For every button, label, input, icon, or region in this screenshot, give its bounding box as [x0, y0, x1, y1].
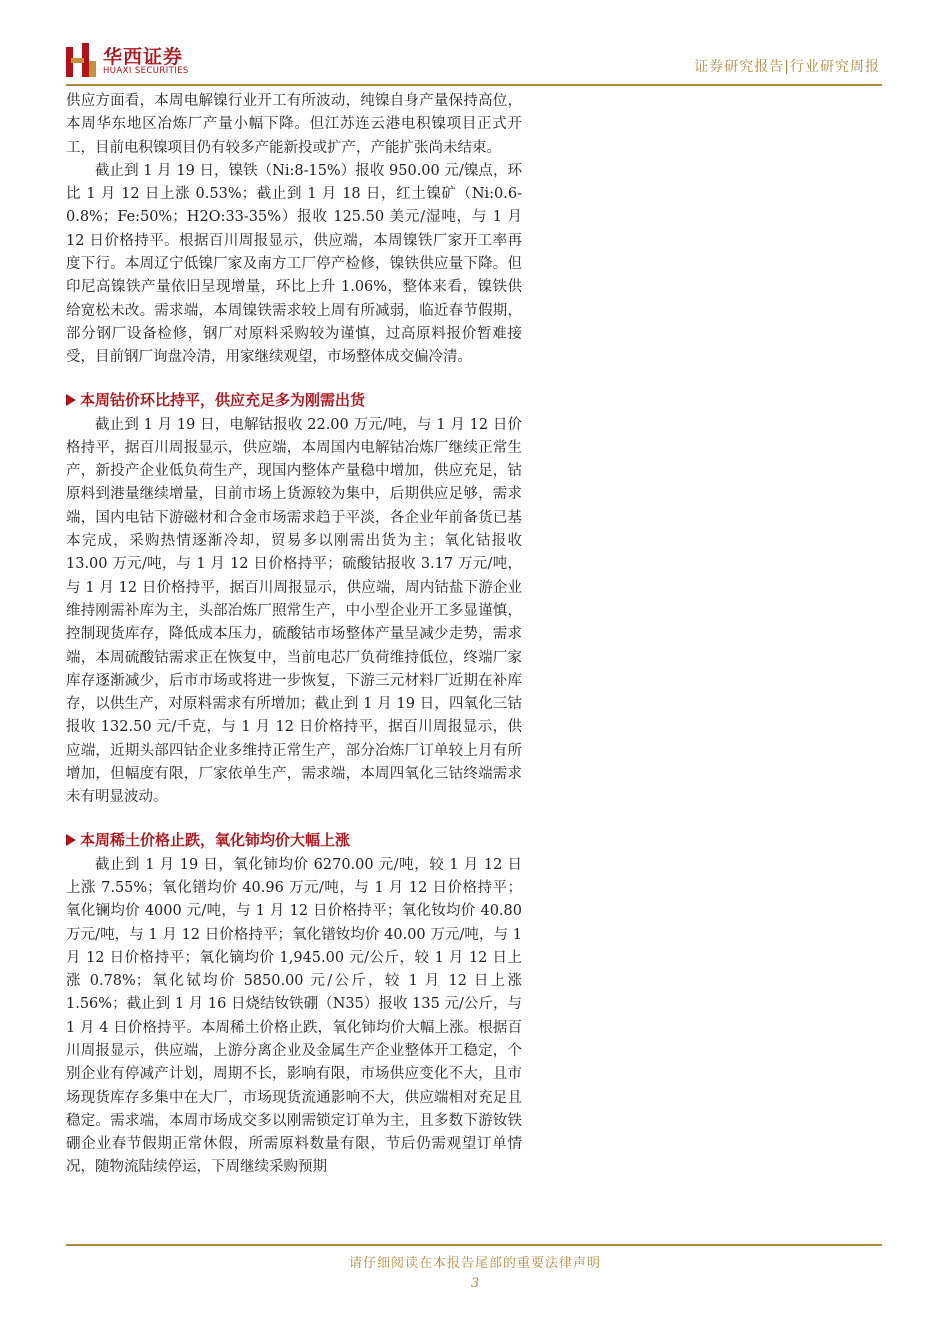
footer-divider — [66, 1244, 882, 1246]
paragraph-nickel-supply: 供应方面看，本周电解镍行业开工有所波动，纯镍自身产量保持高位，本周华东地区冶炼厂产量小幅下降。但江苏连云港电积镍项目正式开工，目前电积镍项目仍有较多产能新投或扩产，产能扩张尚未结束。 — [66, 93, 522, 156]
huaxi-logo-icon — [66, 43, 96, 77]
paragraph-nickel-iron: 截止到 1 月 19 日，镍铁（Ni:8-15%）报收 950.00 元/镍点，环比 1 月 12 日上涨 0.53%；截止到 1 月 18 日，红土镍矿（Ni:0.6-0.8%；Fe:50%；H2O:33-35%）报收 125.50 美元/湿吨，与 1 月 12 日价格持平。根据百川周报显示，供应端，本周镍铁厂家开工率再度下行。本周辽宁低镍厂家及南方工厂停产检修，镍铁供应量下降。但印尼高镍铁产量依旧呈现增量，环比上升 1.06%，整体来看，镍铁供给宽松未改。需求端，本周镍铁需求较上周有所减弱，临近春节假期，部分钢厂设备检修，钢厂对原料采购较为谨慎，过高原料报价暂难接受，目前钢厂询盘冷清，用家继续观望，市场整体成交偏冷清。 — [66, 162, 522, 366]
paragraph-cobalt: 截止到 1 月 19 日，电解钴报收 22.00 万元/吨，与 1 月 12 日价格持平，据百川周报显示，供应端，本周国内电解钴冶炼厂继续正常生产，新投产企业低负荷生产，现国内整体产量稳中增加，供应充足，钴原料到港量继续增量，目前市场上货源较为集中，后期供应足够，需求端，国内电钴下游磁材和合金市场需求趋于平淡，各企业年前备货已基本完成，采购热情逐渐冷却，贸易多以刚需出货为主；氧化钴报收 13.00 万元/吨，与 1 月 12 日价格持平；硫酸钴报收 3.17 万元/吨，与 1 月 12 日价格持平，据百川周报显示，供应端，周内钴盐下游企业维持刚需补库为主，头部冶炼厂照常生产，中小型企业开工多显谨慎，控制现货库存，降低成本压力，硫酸钴市场整体产量呈减少走势，需求端，本周硫酸钴需求正在恢复中，当前电芯厂负荷维持低位，终端厂家库存逐渐减少，后市市场或将进一步恢复，下游三元材料厂近期在补库存，以供生产，对原料需求有所增加；截止到 1 月 19 日，四氧化三钴报收 132.50 元/千克，与 1 月 12 日价格持平，据百川周报显示，供应端，近期头部四钴企业多维持正常生产，部分冶炼厂订单较上月有所增加，但幅度有限，厂家依单生产，需求端，本周四氧化三钴终端需求未有明显波动。 — [66, 416, 522, 806]
section-title-rare-earth-text: 本周稀土价格止跌，氧化铈均价大幅上涨 — [80, 830, 351, 849]
logo-english-name: HUAXI SECURITIES — [103, 66, 189, 76]
report-body — [66, 90, 522, 1180]
section-title-cobalt — [66, 388, 522, 412]
report-type-label: 证券研究报告|行业研究周报 — [694, 59, 880, 75]
section-title-rare-earth — [66, 828, 522, 852]
header-divider — [66, 84, 882, 86]
section-title-cobalt-text: 本周钴价环比持平，供应充足多为刚需出货 — [80, 390, 366, 409]
legal-disclaimer: 请仔细阅读在本报告尾部的重要法律声明 — [348, 1256, 601, 1271]
triangle-bullet-icon — [66, 394, 76, 406]
page-number: 3 — [470, 1276, 480, 1291]
triangle-bullet-icon — [66, 834, 76, 846]
paragraph-rare-earth: 截止到 1 月 19 日，氧化铈均价 6270.00 元/吨，较 1 月 12 日上涨 7.55%；氧化镨均价 40.96 万元/吨，与 1 月 12 日价格持平；氧化镧均价 4000 元/吨，与 1 月 12 日价格持平；氧化钕均价 40.80 万元/吨，与 1 月 12 日价格持平；氧化镨钕均价 40.00 万元/吨，与 1 月 12 日价格持平；氧化镝均价 1,945.00 元/公斤，较 1 月 12 日上涨 0.78%；氧化铽均价 5850.00 元/公斤，较 1 月 12 日上涨 1.56%；截止到 1 月 16 日烧结钕铁硼（N35）报收 135 元/公斤，与 1 月 4 日价格持平。本周稀土价格止跌，氧化铈均价大幅上涨。根据百川周报显示，供应端，上游分离企业及金属生产企业整体开工稳定，个别企业有停减产计划，周期不长，影响有限，市场供应变化不大，且市场现货库存多集中在大厂，市场现货流通影响不大，供应端相对充足且稳定。需求端，本周市场成交多以刚需锁定订单为主，且多数下游钕铁硼企业春节假期正常休假，所需原料数量有限，节后仍需观望订单情况，随物流陆续停运，下周继续采购预期 — [66, 856, 522, 1176]
page-header — [0, 0, 950, 90]
logo-chinese-name: 华西证券 — [103, 46, 184, 68]
